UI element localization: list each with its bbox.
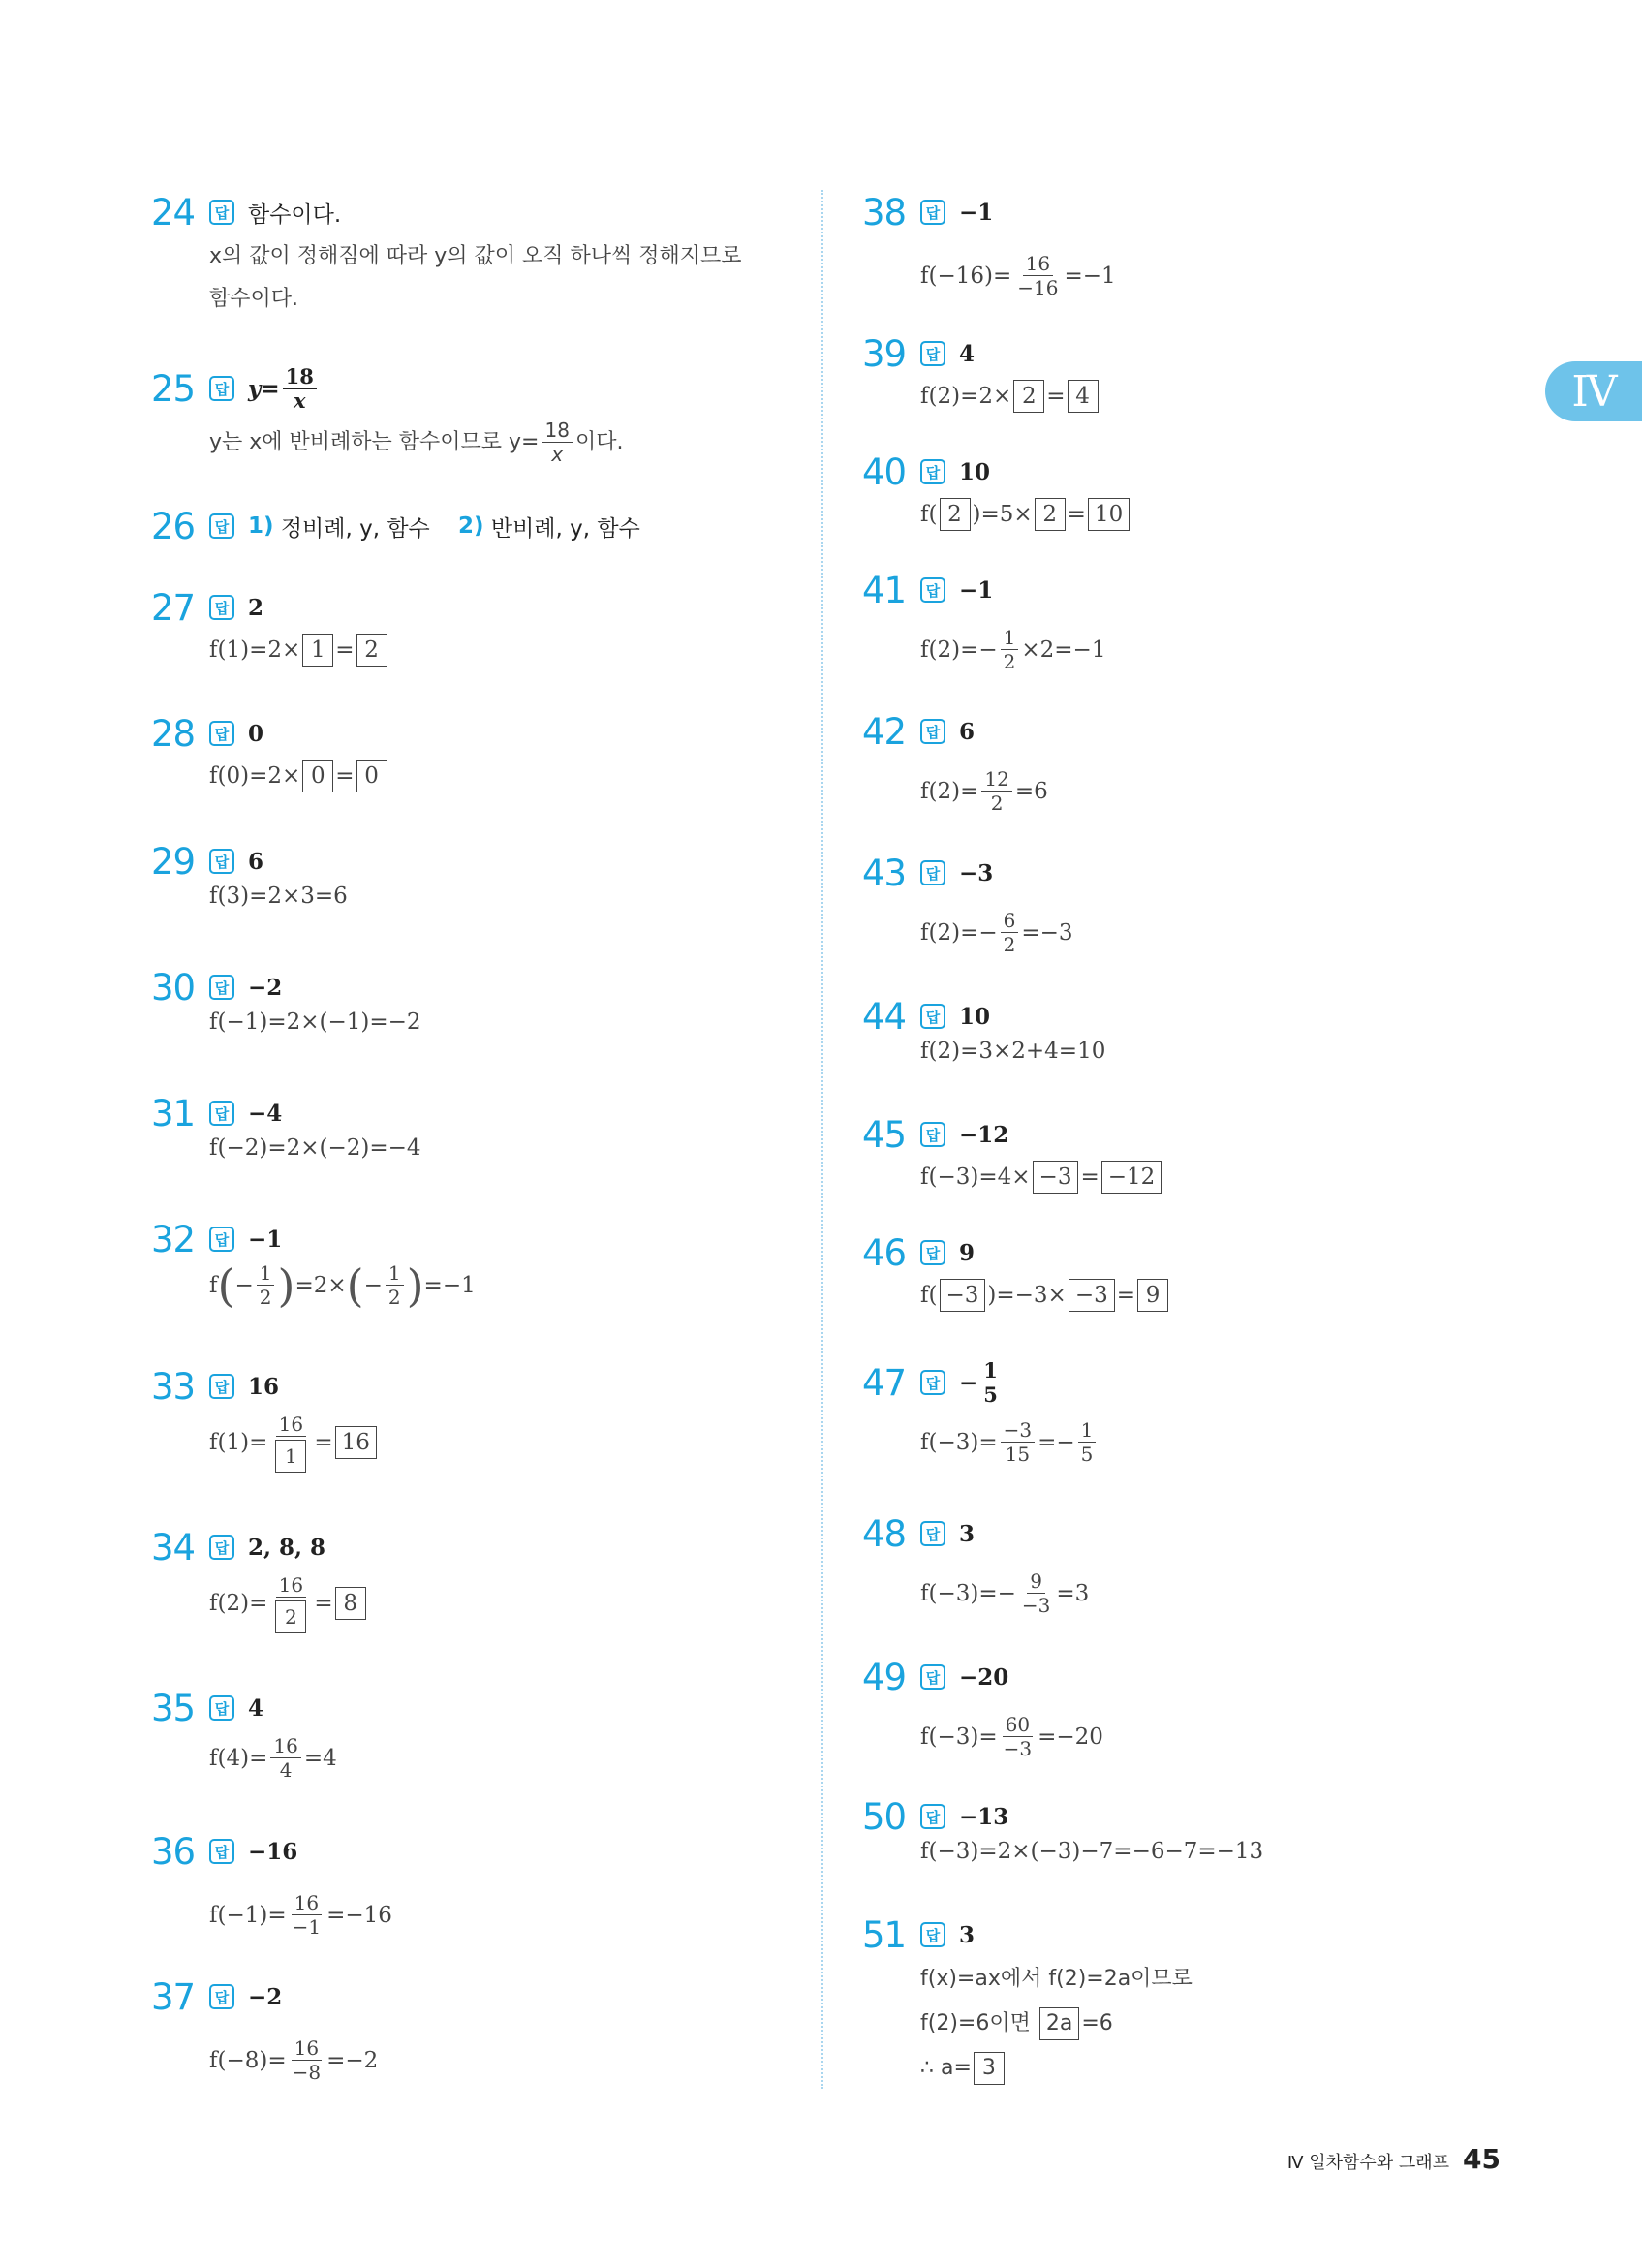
answer: 1) 정비례, y, 함수 2) 반비례, y, 함수	[248, 513, 640, 542]
problem-number: 51	[862, 1913, 907, 1956]
answer-badge-icon: 답	[209, 1374, 234, 1399]
problem-number: 48	[862, 1512, 907, 1555]
answer-badge-icon: 답	[920, 1521, 945, 1546]
answer-badge-icon: 답	[209, 200, 234, 225]
answer: −13	[959, 1803, 1009, 1830]
solution-line: f(2)=3×2+4=10	[920, 1039, 1106, 1064]
answer-badge-icon: 답	[920, 200, 945, 225]
problem-number: 24	[151, 191, 196, 233]
answer-badge-icon: 답	[920, 1922, 945, 1947]
solution-line: f( 2 )=5× 2 = 10	[920, 498, 1131, 531]
problem-25	[151, 363, 624, 466]
answer-badge-icon: 답	[920, 577, 945, 603]
problem-number: 29	[151, 840, 196, 883]
solution-line: f(−3)= $\frac{60}{-3}$ =−20	[920, 1713, 1103, 1760]
solution-line: f(−3)=− $\frac{9}{-3}$ =3	[920, 1569, 1090, 1617]
answer: 9	[959, 1239, 976, 1266]
problem-number: 26	[151, 505, 196, 547]
solution-line: f(−1)=2×(−1)=−2	[209, 1010, 421, 1035]
answer-badge-icon: 답	[209, 1839, 234, 1864]
problem-29	[151, 839, 348, 909]
problem-number: 36	[151, 1830, 196, 1873]
problem-33	[151, 1364, 379, 1473]
problem-42	[862, 709, 1048, 815]
problem-number: 39	[862, 332, 907, 375]
answer-badge-icon: 답	[209, 1695, 234, 1721]
answer: 4	[248, 1694, 264, 1722]
solution-line: f(2)=6이면 2a =6	[920, 2002, 1193, 2046]
answer-badge-icon: 답	[920, 341, 945, 366]
answer-badge-icon: 답	[920, 860, 945, 885]
problem-number: 37	[151, 1975, 196, 2018]
problem-27	[151, 585, 389, 667]
problem-number: 25	[151, 367, 196, 410]
problem-50	[862, 1794, 1263, 1864]
problem-number: 31	[151, 1092, 196, 1134]
problem-35	[151, 1686, 337, 1782]
answer: 4	[959, 340, 976, 367]
answer-badge-icon: 답	[920, 1804, 945, 1829]
answer: 6	[959, 718, 976, 745]
column-divider	[821, 190, 823, 2089]
answer: −2	[248, 1983, 283, 2010]
problem-number: 35	[151, 1687, 196, 1729]
answer-badge-icon: 답	[920, 1004, 945, 1029]
problem-44	[862, 994, 1105, 1064]
answer-badge-icon: 답	[920, 719, 945, 744]
problem-number: 42	[862, 710, 907, 753]
solution-line: f(2)=− $\frac{1}{2}$ ×2=−1	[920, 626, 1106, 673]
problem-38	[862, 190, 1116, 299]
solution-line: f(4)= $\frac{16}{4}$ =4	[209, 1734, 337, 1782]
problem-49	[862, 1655, 1103, 1760]
solution-line: f(−2)=2×(−2)=−4	[209, 1135, 421, 1161]
solution-line: f(3)=2×3=6	[209, 884, 348, 909]
solution-line: f(1)=2× 1 = 2	[209, 634, 389, 667]
problem-number: 38	[862, 191, 907, 233]
problem-number: 49	[862, 1656, 907, 1698]
problem-number: 50	[862, 1795, 907, 1838]
answer-badge-icon: 답	[209, 849, 234, 874]
problem-32	[151, 1217, 476, 1312]
answer: −1	[959, 576, 994, 604]
problem-34	[151, 1525, 368, 1633]
answer: 3	[959, 1921, 976, 1948]
problem-46	[862, 1230, 1170, 1312]
solution-line: f(2)=2× 2 = 4	[920, 380, 1100, 413]
answer-badge-icon: 답	[920, 1240, 945, 1265]
answer-badge-icon: 답	[209, 1984, 234, 2009]
solution-line: f(−3)=2×(−3)−7=−6−7=−13	[920, 1839, 1264, 1864]
solution-line: ∴ a= 3	[920, 2046, 1193, 2091]
answer-badge-icon: 답	[920, 1370, 945, 1395]
problem-number: 44	[862, 995, 907, 1038]
solution-line: f(1)= $\frac{16}{1}$ = 16	[209, 1413, 379, 1473]
problem-number: 33	[151, 1365, 196, 1408]
solution-line: f(2)=− $\frac{6}{2}$ =−3	[920, 909, 1073, 956]
solution-line: f(x)=ax에서 f(2)=2a이므로	[920, 1967, 1193, 1991]
answer: −4	[248, 1100, 283, 1127]
answer-badge-icon: 답	[209, 975, 234, 1000]
problem-number: 32	[151, 1218, 196, 1260]
answer: −1	[959, 199, 994, 226]
answer-badge-icon: 답	[209, 513, 234, 539]
problem-48	[862, 1511, 1089, 1617]
answer-badge-icon: 답	[920, 1122, 945, 1147]
problem-30	[151, 965, 421, 1035]
answer: −12	[959, 1121, 1009, 1148]
answer: −2	[248, 974, 283, 1001]
solution-line: f(−3)=4× −3 = −12	[920, 1161, 1163, 1194]
answer: 3	[959, 1520, 976, 1547]
answer-badge-icon: 답	[920, 1664, 945, 1690]
solution-line: f(0)=2× 0 = 0	[209, 760, 389, 792]
problem-number: 34	[151, 1526, 196, 1569]
solution-line: f(2)= $\frac{16}{2}$ = 8	[209, 1573, 368, 1633]
answer: 함수이다.	[248, 202, 342, 228]
problem-41	[862, 568, 1105, 673]
answer: −1	[248, 1226, 283, 1253]
answer: 10	[959, 1003, 991, 1030]
answer: 16	[248, 1373, 280, 1400]
problem-51	[862, 1912, 1193, 2091]
problem-40	[862, 450, 1131, 531]
problem-39	[862, 331, 1100, 413]
chapter-title: Ⅳ 일차함수와 그래프	[1286, 2153, 1450, 2173]
problem-43	[862, 851, 1073, 956]
answer-badge-icon: 답	[209, 1535, 234, 1560]
solution-line: f(2)= $\frac{12}{2}$ =6	[920, 767, 1048, 815]
problem-number: 30	[151, 966, 196, 1009]
problem-47	[862, 1357, 1099, 1466]
solution-line: f(−1)= $\frac{16}{-1}$ =−16	[209, 1891, 392, 1939]
problem-31	[151, 1091, 421, 1161]
problem-37	[151, 1974, 378, 2084]
page-footer	[1287, 2143, 1501, 2175]
answer: 2	[248, 594, 264, 621]
problem-26	[151, 504, 640, 548]
answer: − $\frac{1}{5}$	[959, 1359, 1004, 1407]
solution-line: y는 x에 반비례하는 함수이므로 y= $\frac{18}{x}$ 이다.	[209, 419, 624, 466]
problem-number: 46	[862, 1231, 907, 1274]
problem-number: 40	[862, 450, 907, 493]
answer-badge-icon: 답	[209, 376, 234, 401]
answer: 0	[248, 720, 264, 747]
answer-badge-icon: 답	[209, 1227, 234, 1252]
problem-number: 43	[862, 852, 907, 894]
solution-line: f(−8)= $\frac{16}{-8}$ =−2	[209, 2036, 379, 2084]
answer-badge-icon: 답	[920, 459, 945, 484]
answer-badge-icon: 답	[209, 595, 234, 620]
problem-number: 47	[862, 1361, 907, 1404]
problem-36	[151, 1829, 392, 1939]
problem-number: 45	[862, 1113, 907, 1156]
problem-24	[151, 190, 742, 322]
solution-line: x의 값이 정해짐에 따라 y의 값이 오직 하나씩 정해지므로	[209, 244, 742, 268]
page-number: 45	[1463, 2143, 1501, 2175]
answer: −20	[959, 1663, 1009, 1691]
answer: y= $\frac{18}{x}$	[248, 365, 320, 413]
problem-28	[151, 711, 389, 792]
problem-number: 41	[862, 569, 907, 611]
solution-line: f ( − $\frac{1}{2}$ ) =2× ( − $\frac{1}{2}$ ) =−1	[209, 1258, 476, 1312]
solution-line: f(−3)= $\frac{-3}{15}$ =− $\frac{1}{5}$	[920, 1418, 1099, 1466]
solution-line: f(−16)= $\frac{16}{-16}$ =−1	[920, 252, 1116, 299]
solution-line: 함수이다.	[209, 287, 299, 311]
answer-badge-icon: 답	[209, 1101, 234, 1126]
problem-number: 28	[151, 712, 196, 755]
answer: 10	[959, 458, 991, 485]
problem-number: 27	[151, 586, 196, 629]
solution-line: f( −3 )=−3× −3 = 9	[920, 1279, 1170, 1312]
answer: −3	[959, 859, 994, 886]
problem-45	[862, 1112, 1163, 1194]
answer: −16	[248, 1838, 298, 1865]
answer-badge-icon: 답	[209, 721, 234, 746]
answer: 2, 8, 8	[248, 1534, 326, 1561]
section-tab: IV	[1545, 361, 1642, 421]
answer: 6	[248, 848, 264, 875]
